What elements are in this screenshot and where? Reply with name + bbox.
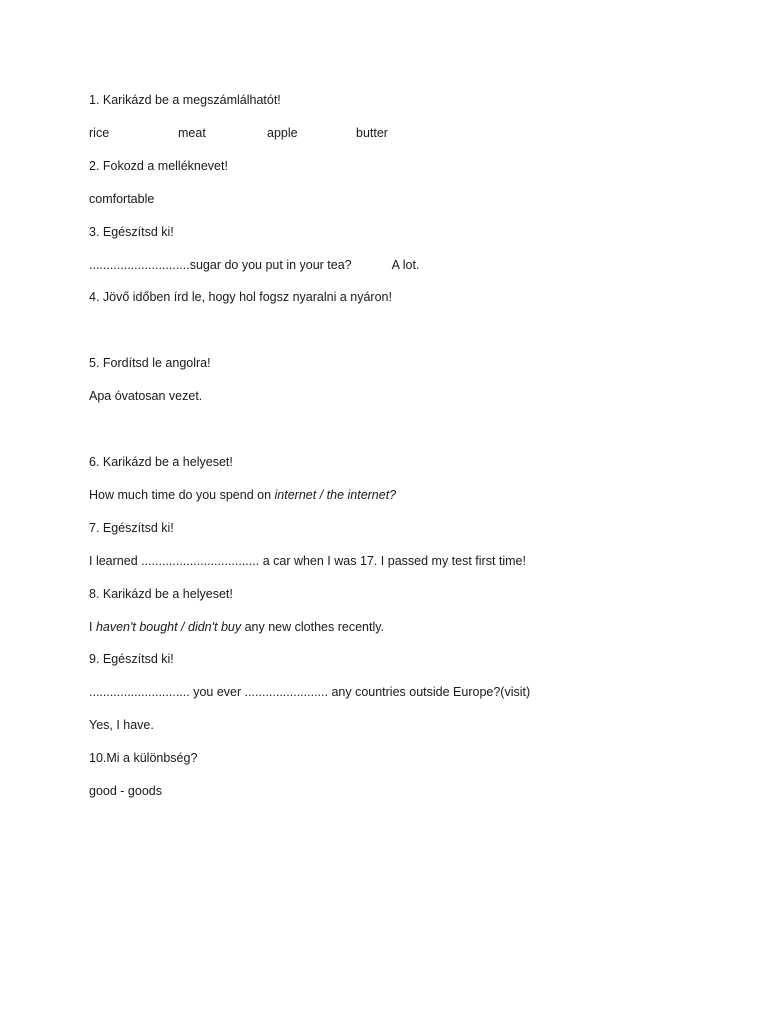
question-5-text: Apa óvatosan vezet. — [89, 389, 203, 403]
question-1-title: 1. Karikázd be a megszámlálhatót! — [89, 93, 281, 107]
question-3-text: sugar do you put in your tea? — [189, 258, 352, 272]
question-7-text-after: a car when I was 17. I passed my test first time! — [259, 554, 526, 568]
question-6-text: How much time do you spend on — [89, 488, 275, 502]
question-9-blank-1: ............................. — [89, 685, 190, 699]
word-butter: butter — [356, 126, 388, 140]
question-9-text-after: any countries outside Europe?(visit) — [327, 685, 531, 699]
question-6-title: 6. Karikázd be a helyeset! — [89, 455, 233, 469]
question-3-blank: ............................. — [89, 258, 190, 272]
word-apple: apple — [267, 126, 298, 140]
question-3-title: 3. Egészítsd ki! — [89, 225, 174, 239]
question-8-title: 8. Karikázd be a helyeset! — [89, 587, 233, 601]
question-8-text-after: any new clothes recently. — [241, 620, 385, 634]
question-2-text: comfortable — [89, 192, 155, 206]
question-10-text: good - goods — [89, 784, 162, 798]
word-rice: rice — [89, 126, 110, 140]
question-2-title: 2. Fokozd a melléknevet! — [89, 159, 228, 173]
question-3-answer: A lot. — [391, 258, 420, 272]
question-4-title: 4. Jövő időben írd le, hogy hol fogsz nyaralni a nyáron! — [89, 290, 392, 304]
question-8-sentence — [89, 619, 384, 635]
question-9-sentence — [89, 684, 530, 700]
question-9-text-mid: you ever — [189, 685, 245, 699]
question-7-sentence — [89, 553, 526, 569]
question-7-title: 7. Egészítsd ki! — [89, 521, 174, 535]
question-9-answer: Yes, I have. — [89, 718, 154, 732]
question-8-text-before: I — [89, 620, 96, 634]
question-7-blank: .................................. — [141, 554, 260, 568]
question-10-title: 10.Mi a különbség? — [89, 751, 198, 765]
question-6-options: internet / the internet? — [274, 488, 397, 502]
question-8-options: haven't bought / didn't buy — [95, 620, 242, 634]
word-meat: meat — [178, 126, 206, 140]
question-7-text-before: I learned — [89, 554, 142, 568]
question-5-title: 5. Fordítsd le angolra! — [89, 356, 211, 370]
question-1-word-list — [89, 125, 388, 141]
question-9-blank-2: ........................ — [244, 685, 328, 699]
question-9-title: 9. Egészítsd ki! — [89, 652, 174, 666]
question-3-sentence — [89, 257, 419, 273]
question-6-sentence — [89, 487, 396, 503]
